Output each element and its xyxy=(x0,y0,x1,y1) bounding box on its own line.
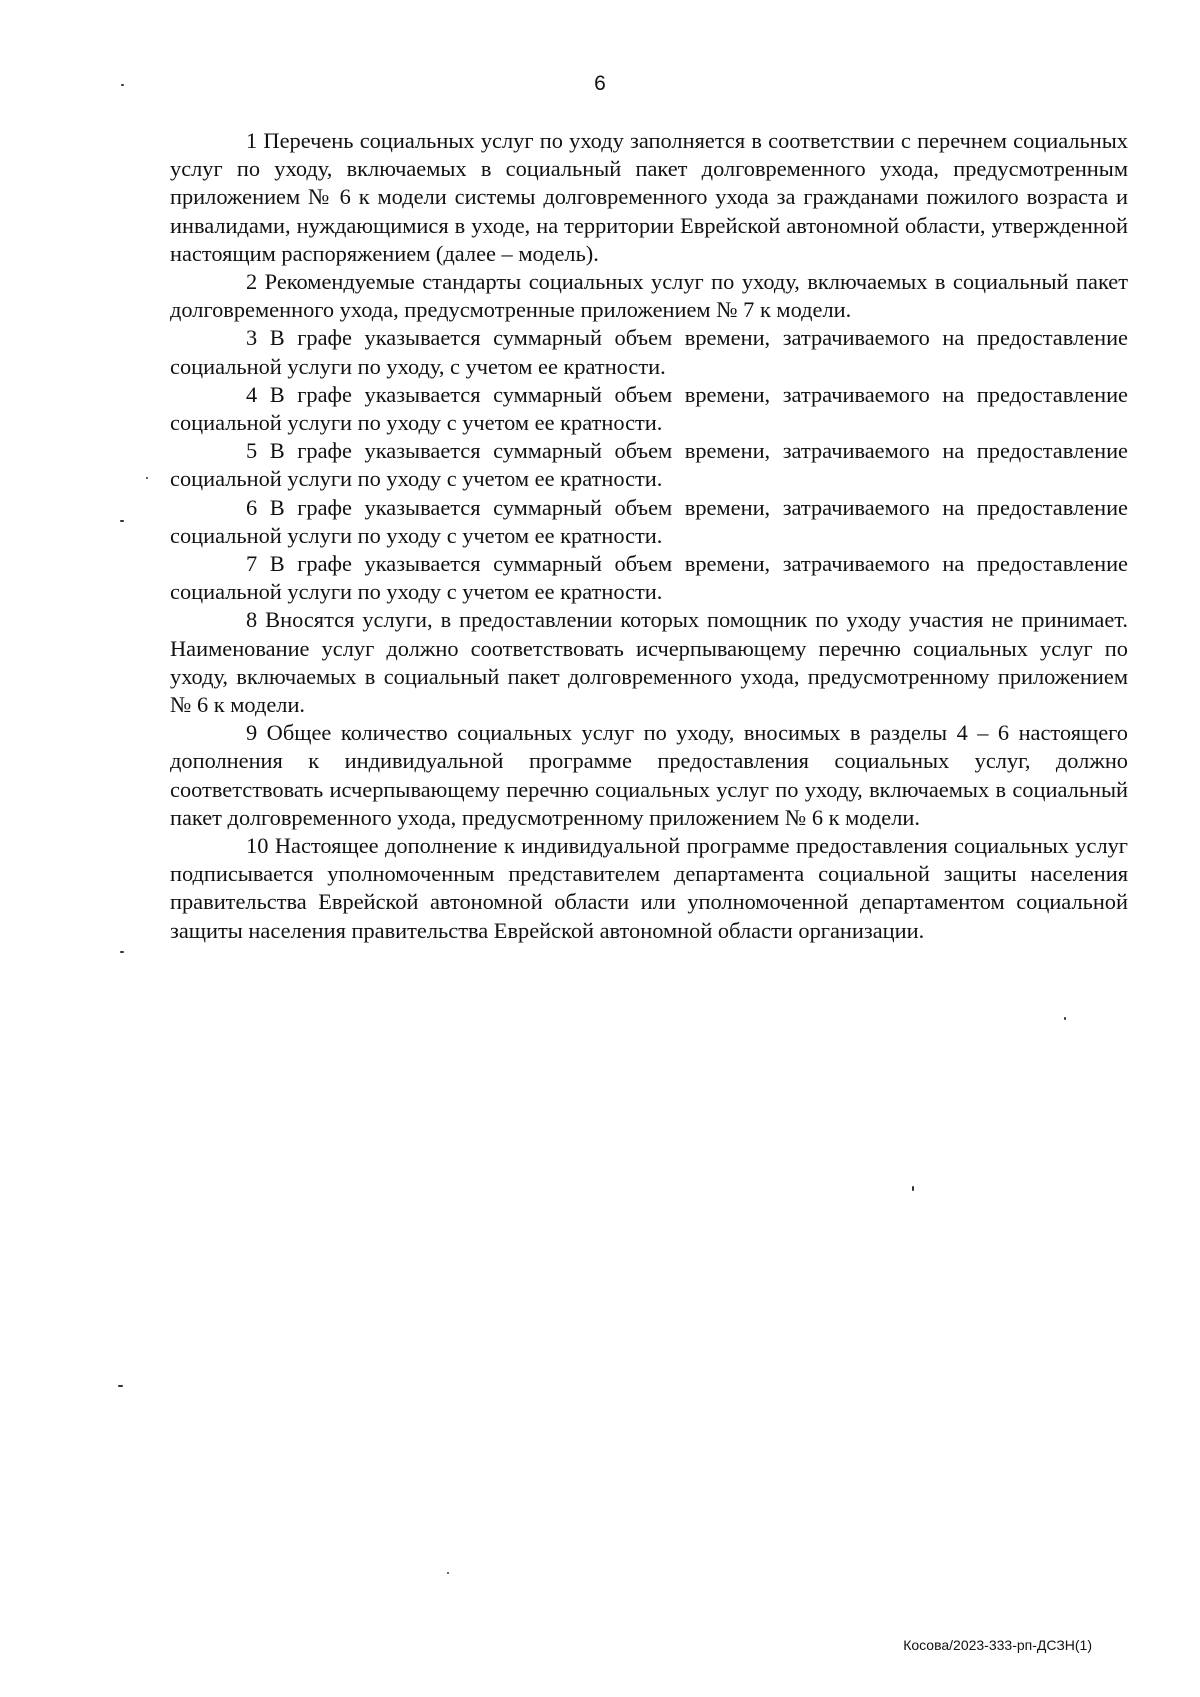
footnote-9: 9 Общее количество социальных услуг по уходу, вносимых в разделы 4 – 6 настоящего дополнения к индивидуальной программе предоставления социальных услуг, должно соответствовать исчерпывающему перечню социальных услуг по уходу, включаемых в социальный пакет долговременного ухода, предусмотренному приложением № 6 к модели. xyxy=(170,720,1128,830)
footnotes-body xyxy=(170,127,1128,945)
scan-speck xyxy=(447,1572,449,1574)
scan-speck xyxy=(146,477,148,479)
scan-speck xyxy=(118,1385,123,1387)
footnote-10: 10 Настоящее дополнение к индивидуальной программе предоставления социальных услуг подписывается уполномоченным представителем департамента социальной защиты населения правительства Еврейской автономной области или уполномоченной департаментом социальной защиты населения правительства Еврейской автономной области организации. xyxy=(170,833,1128,943)
footnote-6: 6 В графе указывается суммарный объем времени, затрачиваемого на предоставление социальной услуги по уходу с учетом ее кратности. xyxy=(170,494,1128,548)
scan-speck xyxy=(120,520,124,522)
footnote-7: 7 В графе указывается суммарный объем времени, затрачиваемого на предоставление социальной услуги по уходу с учетом ее кратности. xyxy=(170,551,1128,605)
footnote-3: 3 В графе указывается суммарный объем времени, затрачиваемого на предоставление социальной услуги по уходу, с учетом ее кратности. xyxy=(170,325,1128,379)
footnote-4: 4 В графе указывается суммарный объем времени, затрачиваемого на предоставление социальной услуги по уходу с учетом ее кратности. xyxy=(170,381,1128,436)
scan-speck xyxy=(121,84,124,86)
scan-speck xyxy=(1064,1017,1066,1020)
footer-document-code: Косова/2023-333-рп-ДСЗН(1) xyxy=(903,1637,1092,1653)
footnote-1: 1 Перечень социальных услуг по уходу заполняется в соответствии с перечнем социальных услуг по уходу, включаемых в социальный пакет долговременного ухода, предусмотренным приложением № 6 к модели системы долговременного ухода за гражданами пожилого возраста и инвалидами, нуждающимися в уходе, на территории Еврейской автономной области, утвержденной настоящим распоряжением (далее – модель). xyxy=(170,128,1128,266)
scan-speck xyxy=(120,951,124,953)
scan-speck xyxy=(912,1186,914,1191)
footnote-5: 5 В графе указывается суммарный объем времени, затрачиваемого на предоставление социальной услуги по уходу с учетом ее кратности. xyxy=(170,438,1128,492)
page-number: 6 xyxy=(594,72,606,95)
footnote-8: 8 Вносятся услуги, в предоставлении которых помощник по уходу участия не принимает. Наименование услуг должно соответствовать исчерпывающему перечню социальных услуг по уходу, включаемых в социальный пакет долговременного ухода, предусмотренному приложением № 6 к модели. xyxy=(170,607,1128,718)
footnote-2: 2 Рекомендуемые стандарты социальных услуг по уходу, включаемых в социальный пакет долговременного ухода, предусмотренные приложением № 7 к модели. xyxy=(170,269,1128,323)
